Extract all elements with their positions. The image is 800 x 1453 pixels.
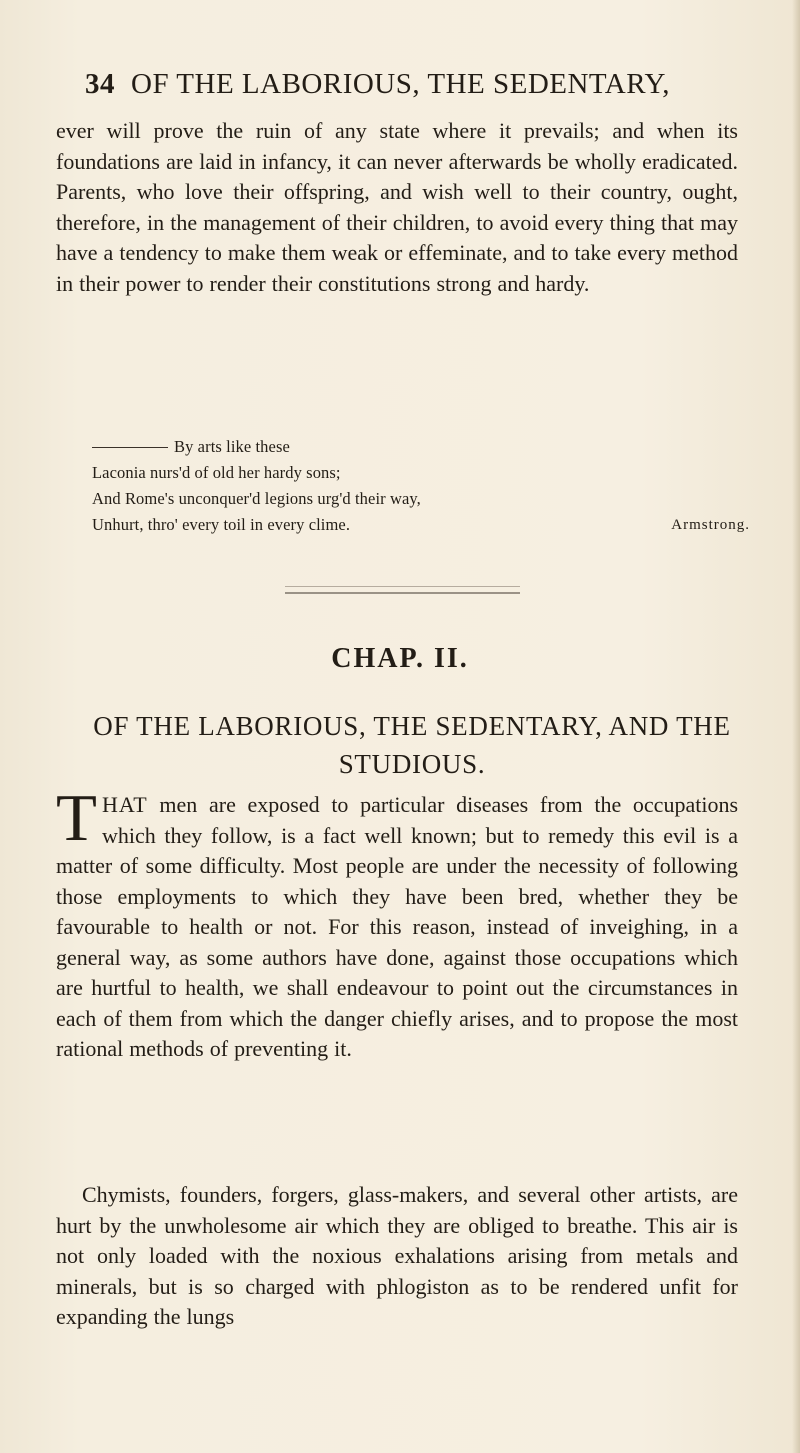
chapter-paragraph-2: Chymists, founders, forgers, glass-makers, and several other artists, are hurt by the unwholesome air which they are obliged to breathe. This air is not only loaded with the noxious exhalations arising from metals and minerals, but is so charged with phlogiston as to be rendered unfit for expanding the lungs <box>56 1182 738 1329</box>
page-number: 34 <box>85 68 115 100</box>
running-head <box>85 62 745 106</box>
drop-cap: T <box>56 781 97 855</box>
quotation-attribution: Armstrong. <box>671 517 750 533</box>
verse-line-4: Unhurt, thro' every toil in every clime. <box>92 515 351 534</box>
running-head-title: OF THE LABORIOUS, THE SEDENTARY, <box>131 68 670 100</box>
chapter-paragraph-1 <box>56 781 738 1065</box>
verse-line-1: By arts like these <box>92 434 754 460</box>
first-word-rest: HAT <box>101 792 148 817</box>
section-divider <box>285 586 520 594</box>
chapter-paragraph-1-text: men are exposed to particular diseases from the occupations which they follow, is a fact well known; but to remedy this evil is a matter of some difficulty. Most people are under the necessity of following those employments to which they have been bred, whether they be favourable to health or not. For this reason, instead of inveighing, in a general way, as some authors have done, against those occupations which are hurtful to health, we shall endeavour to point out the circumstances in each of them from which the danger chiefly arises, and to propose the most rational methods of preventing it. <box>56 792 738 1061</box>
chapter-title: OF THE LABORIOUS, THE SEDENTARY, AND THE STUDIOUS. <box>93 711 731 779</box>
chapter-number: CHAP. II. <box>331 643 469 674</box>
verse-line-3: And Rome's unconquer'd legions urg'd their way, <box>92 489 421 508</box>
verse-line-2: Laconia nurs'd of old her hardy sons; <box>92 463 341 482</box>
verse-quotation <box>92 434 754 538</box>
opening-paragraph: ever will prove the ruin of any state where it prevails; and when its foundations are laid in infancy, it can never afterwards be wholly eradicated. Parents, who love their offspring, and wish well to their country, ought, therefore, in the management of their children, to avoid every thing that may have a tendency to make them weak or effeminate, and to take every method in their power to render their constitutions strong and hardy. <box>56 118 738 296</box>
